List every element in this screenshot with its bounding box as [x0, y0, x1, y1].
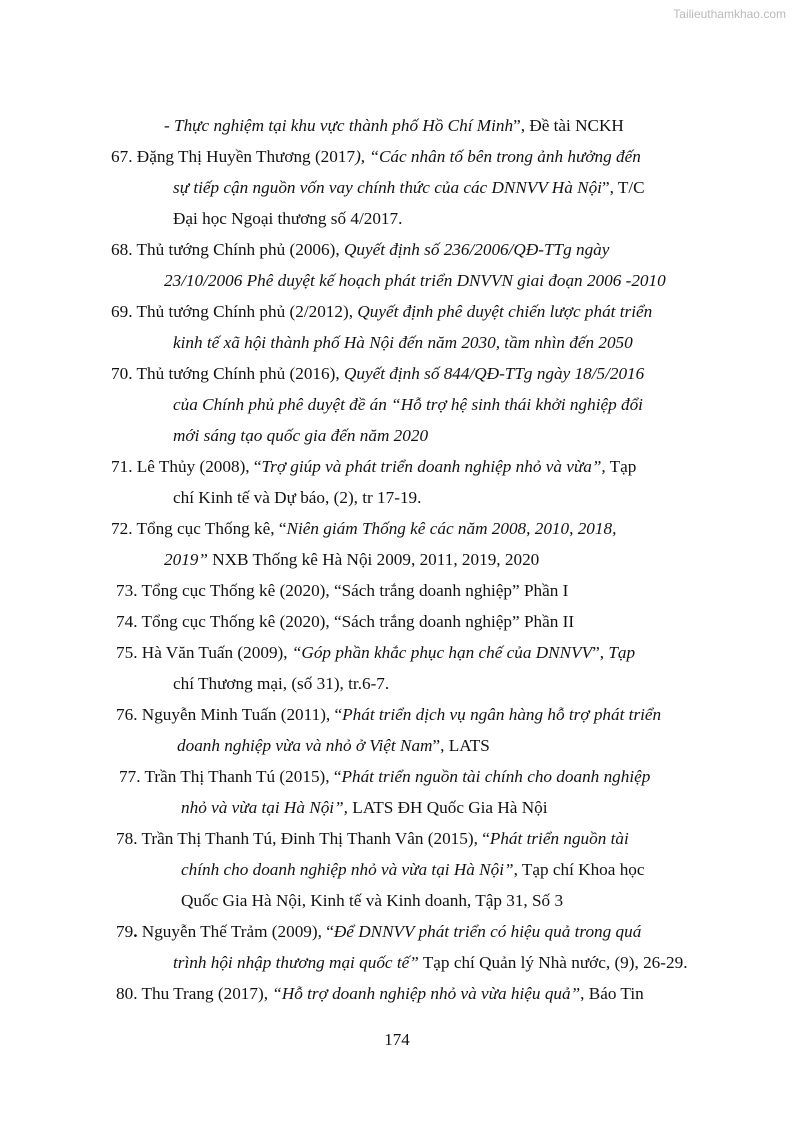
italic-text-run: trình hội nhập thương mại quốc tế”: [173, 953, 419, 972]
ref-line: [173, 426, 428, 446]
italic-text-run: Phát triển nguồn tài: [489, 829, 629, 848]
text-run: 69. Thủ tướng Chính phủ (2/2012),: [111, 302, 358, 321]
text-run: 79: [116, 922, 134, 941]
ref-line: [181, 860, 645, 880]
text-run: 77. Trần Thị Thanh Tú (2015), “: [119, 767, 342, 786]
italic-text-run: “Góp phần khắc phục hạn chế của DNNVV: [291, 643, 593, 662]
italic-text-run: Quyết định số 236/2006/QĐ-TTg ngày: [343, 240, 610, 259]
italic-text-run: Niên giám Thống kê các năm 2008, 2010, 2018,: [286, 519, 617, 538]
italic-text-run: doanh nghiệp vừa và nhỏ ở Việt Nam: [177, 736, 433, 755]
ref-line: [173, 488, 421, 508]
text-run: Quốc Gia Hà Nội, Kinh tế và Kinh doanh, Tập 31, Số 3: [181, 891, 564, 910]
text-run: Tạp chí Quản lý Nhà nước, (9), 26-29.: [418, 953, 688, 972]
text-run: 74. Tổng cục Thống kê (2020), “Sách trắng doanh nghiệp” Phần II: [116, 612, 575, 631]
text-run: 73. Tổng cục Thống kê (2020), “Sách trắng doanh nghiệp” Phần I: [116, 581, 569, 600]
ref-line: [116, 612, 574, 632]
ref-line: [116, 581, 568, 601]
ref-line: [177, 736, 490, 756]
text-run: 78. Trần Thị Thanh Tú, Đinh Thị Thanh Vân (2015), “: [116, 829, 490, 848]
text-run: , Báo Tin: [580, 984, 644, 1003]
ref-line: [173, 178, 645, 198]
italic-text-run: Quyết định số 844/QĐ-TTg ngày 18/5/2016: [343, 364, 645, 383]
text-run: 75. Hà Văn Tuấn (2009),: [116, 643, 292, 662]
ref-line: [111, 519, 616, 539]
text-run: , Tạp chí Khoa học: [513, 860, 645, 879]
text-run: ”, LATS: [432, 736, 490, 755]
text-run: ”, Đề tài NCKH: [513, 116, 624, 135]
italic-text-run: chính cho doanh nghiệp nhỏ và vừa tại Hà Nội”: [181, 860, 514, 879]
ref-line: [181, 798, 547, 818]
text-run: ”,: [592, 643, 609, 662]
ref-line: [173, 953, 688, 973]
text-run: Nguyễn Thế Trảm (2009), “: [137, 922, 334, 941]
text-run: chí Thương mại, (số 31), tr.6-7.: [173, 674, 390, 693]
ref-line: [173, 674, 389, 694]
text-run: 70. Thủ tướng Chính phủ (2016),: [111, 364, 344, 383]
italic-text-run: mới sáng tạo quốc gia đến năm 2020: [173, 426, 429, 445]
ref-line: [173, 209, 402, 229]
italic-text-run: Phát triển nguồn tài chính cho doanh nghiệp: [341, 767, 651, 786]
italic-text-run: Phát triển dịch vụ ngân hàng hỗ trợ phát triển: [342, 705, 662, 724]
text-run: chí Kinh tế và Dự báo, (2), tr 17-19.: [173, 488, 422, 507]
italic-text-run: - Thực nghiệm tại khu vực thành phố Hồ Chí Minh: [164, 116, 514, 135]
ref-line: [111, 457, 636, 477]
ref-line: [116, 643, 635, 663]
ref-line: [164, 550, 539, 570]
text-run: Tạp: [605, 457, 637, 476]
ref-line: [116, 922, 641, 942]
italic-text-run: ), “Các nhân tố bên trong ảnh hưởng đến: [355, 147, 641, 166]
ref-line: [173, 333, 633, 353]
text-run: ”, T/C: [601, 178, 645, 197]
italic-text-run: của Chính phủ phê duyệt đề án “Hỗ trợ hệ sinh thái khởi nghiệp đổi: [173, 395, 643, 414]
ref-line: [119, 767, 650, 787]
italic-text-run: 23/10/2006 Phê duyệt kế hoạch phát triển DNVVN giai đoạn 2006 -2010: [164, 271, 666, 290]
text-run: 68. Thủ tướng Chính phủ (2006),: [111, 240, 344, 259]
ref-line: [173, 395, 643, 415]
text-run: 76. Nguyễn Minh Tuấn (2011), “: [116, 705, 343, 724]
text-run: .: [133, 922, 138, 941]
italic-text-run: Tạp: [608, 643, 636, 662]
italic-text-run: nhỏ và vừa tại Hà Nội”,: [181, 798, 348, 817]
text-run: Đại học Ngoại thương số 4/2017.: [173, 209, 403, 228]
page-number: 174: [384, 1030, 410, 1049]
italic-text-run: Quyết định phê duyệt chiến lược phát triển: [357, 302, 653, 321]
ref-line: [116, 705, 661, 725]
ref-line: [111, 147, 641, 167]
ref-line: [111, 240, 609, 260]
ref-line: [164, 271, 666, 291]
ref-line: [164, 116, 624, 136]
italic-text-run: kinh tế xã hội thành phố Hà Nội đến năm 2030, tầm nhìn đến 2050: [173, 333, 633, 352]
ref-line: [116, 984, 644, 1004]
italic-text-run: “Hỗ trợ doanh nghiệp nhỏ và vừa hiệu quả”: [272, 984, 581, 1003]
italic-text-run: Trợ giúp và phát triển doanh nghiệp nhỏ và vừa”,: [261, 457, 606, 476]
text-run: 72. Tổng cục Thống kê, “: [111, 519, 287, 538]
italic-text-run: sự tiếp cận nguồn vốn vay chính thức của các DNNVV Hà Nội: [173, 178, 602, 197]
ref-line: [116, 829, 629, 849]
text-run: LATS ĐH Quốc Gia Hà Nội: [347, 798, 548, 817]
text-run: 71. Lê Thủy (2008), “: [111, 457, 262, 476]
italic-text-run: Để DNNVV phát triển có hiệu quả trong quá: [333, 922, 642, 941]
ref-line: [111, 364, 644, 384]
ref-line: [181, 891, 563, 911]
ref-line: [111, 302, 652, 322]
watermark: Tailieuthamkhao.com: [673, 7, 786, 21]
text-run: NXB Thống kê Hà Nội 2009, 2011, 2019, 2020: [207, 550, 540, 569]
italic-text-run: 2019”: [164, 550, 208, 569]
text-run: 80. Thu Trang (2017),: [116, 984, 273, 1003]
text-run: 67. Đặng Thị Huyền Thương (2017: [111, 147, 356, 166]
